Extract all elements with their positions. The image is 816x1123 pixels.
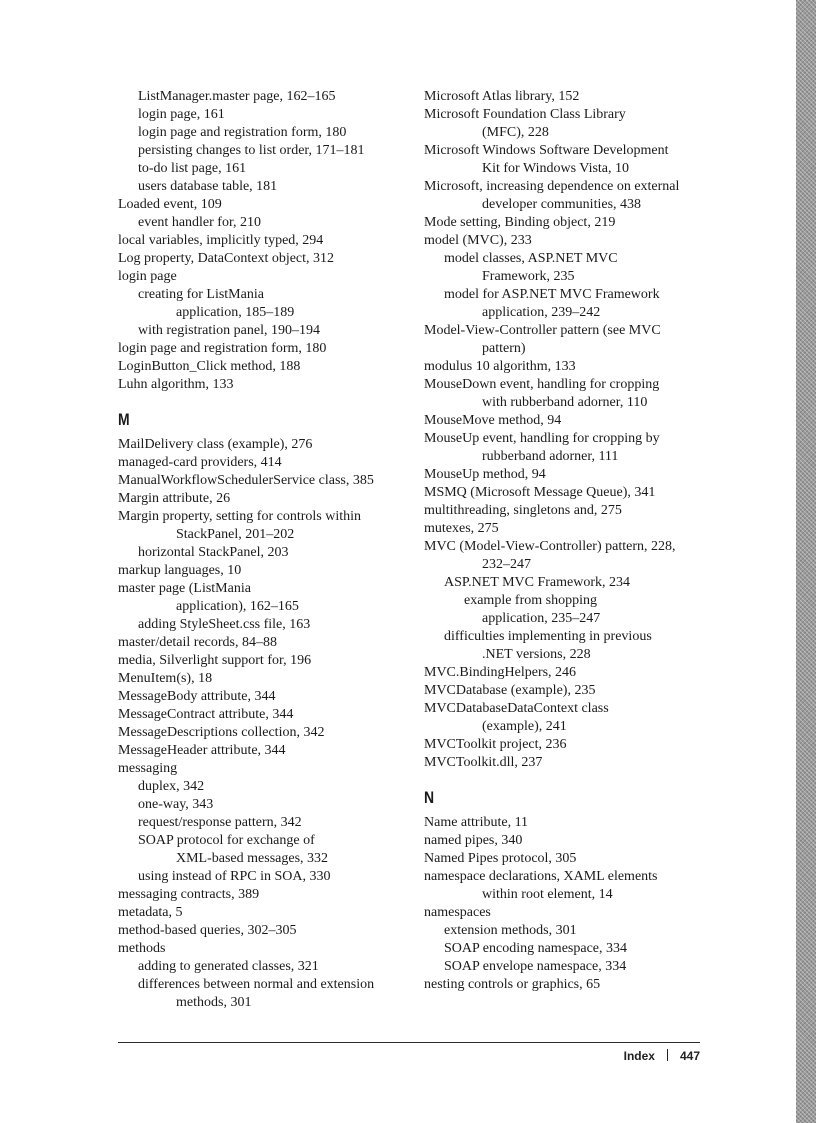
index-entry [118, 904, 418, 922]
index-entry-text: model classes, ASP.NET MVC [444, 251, 618, 266]
index-entry [424, 250, 724, 286]
index-entry-text: MouseUp event, handling for cropping by [424, 431, 660, 446]
index-entry-continuation: 232–247 [482, 557, 531, 572]
index-entry-continuation: developer communities, 438 [482, 197, 642, 212]
index-entry-text: Microsoft Foundation Class Library [424, 107, 626, 122]
index-entry [424, 574, 724, 592]
index-entry [118, 472, 418, 490]
index-entry [118, 616, 418, 634]
index-entry [118, 670, 418, 688]
index-entry-text: Name attribute, 11 [424, 815, 529, 830]
index-entry-text: Microsoft, increasing dependence on external [424, 179, 680, 194]
index-entry [118, 268, 418, 286]
index-entry-text: ListManager.master page, 162–165 [138, 89, 336, 104]
index-entry [118, 706, 418, 724]
index-entry-text: messaging [118, 761, 178, 776]
index-entry [118, 88, 418, 106]
index-entry [118, 832, 418, 868]
index-entry [118, 814, 418, 832]
index-entry [118, 958, 418, 976]
section-heading: M [118, 410, 130, 429]
index-entry [424, 682, 724, 700]
index-entry-text: method-based queries, 302–305 [118, 923, 297, 938]
index-entry-text: MVC.BindingHelpers, 246 [424, 665, 577, 680]
index-entry-text: MVCDatabase (example), 235 [424, 683, 596, 698]
index-entry [424, 940, 724, 958]
index-entry-text: namespaces [424, 905, 491, 920]
index-entry-text: MessageContract attribute, 344 [118, 707, 294, 722]
index-entry-text: MouseUp method, 94 [424, 467, 546, 482]
index-entry-text: model (MVC), 233 [424, 233, 532, 248]
index-entry [118, 286, 418, 322]
footer-separator [667, 1049, 668, 1061]
index-entry [424, 232, 724, 250]
index-entry-text: Model-View-Controller pattern (see MVC [424, 323, 661, 338]
index-column-right [424, 88, 724, 994]
index-entry-continuation: with rubberband adorner, 110 [482, 395, 648, 410]
index-entry-text: nesting controls or graphics, 65 [424, 977, 601, 992]
index-entry [118, 124, 418, 142]
index-entry-text: managed-card providers, 414 [118, 455, 282, 470]
index-entry [424, 412, 724, 430]
index-entry [424, 628, 724, 664]
index-entry-text: Luhn algorithm, 133 [118, 377, 234, 392]
index-entry-text: event handler for, 210 [138, 215, 262, 230]
index-entry [118, 886, 418, 904]
index-entry-text: multithreading, singletons and, 275 [424, 503, 622, 518]
index-entry [424, 922, 724, 940]
index-entry-continuation: (example), 241 [482, 719, 567, 734]
section-heading: N [424, 788, 435, 807]
index-entry [118, 940, 418, 958]
index-entry [424, 502, 724, 520]
index-entry-text: request/response pattern, 342 [138, 815, 302, 830]
index-entry [424, 520, 724, 538]
index-entry [118, 142, 418, 160]
index-entry [424, 178, 724, 214]
index-entry [424, 214, 724, 232]
index-entry-continuation: (MFC), 228 [482, 125, 549, 140]
index-entry [424, 754, 724, 772]
index-entry [118, 232, 418, 250]
index-entry-text: example from shopping [464, 593, 597, 608]
index-entry-text: metadata, 5 [118, 905, 183, 920]
index-entry-text: modulus 10 algorithm, 133 [424, 359, 576, 374]
index-entry-continuation: rubberband adorner, 111 [482, 449, 619, 464]
index-entry-text: extension methods, 301 [444, 923, 577, 938]
index-column-left [118, 88, 418, 1012]
index-entry [118, 250, 418, 268]
index-entry [118, 796, 418, 814]
index-entry [118, 490, 418, 508]
index-entry-text: Loaded event, 109 [118, 197, 222, 212]
index-entry [118, 868, 418, 886]
index-entry [424, 814, 724, 832]
index-entry-text: login page, 161 [138, 107, 225, 122]
index-entry-text: media, Silverlight support for, 196 [118, 653, 312, 668]
index-entry-continuation: within root element, 14 [482, 887, 613, 902]
index-entry [424, 592, 724, 628]
index-entry [118, 544, 418, 562]
index-entry [118, 922, 418, 940]
index-entry [118, 322, 418, 340]
index-entry-text: markup languages, 10 [118, 563, 242, 578]
index-entry-text: MVCDatabaseDataContext class [424, 701, 609, 716]
index-entry [424, 700, 724, 736]
footer-rule [118, 1042, 700, 1043]
index-entry-text: Log property, DataContext object, 312 [118, 251, 335, 266]
index-entry-text: named pipes, 340 [424, 833, 523, 848]
index-entry [424, 106, 724, 142]
index-entry-text: with registration panel, 190–194 [138, 323, 320, 338]
index-entry-text: SOAP envelope namespace, 334 [444, 959, 627, 974]
index-entry-continuation: application), 162–165 [176, 599, 299, 614]
index-entry [424, 358, 724, 376]
index-entry-text: users database table, 181 [138, 179, 278, 194]
index-entry-text: mutexes, 275 [424, 521, 499, 536]
index-entry-text: MouseMove method, 94 [424, 413, 562, 428]
index-entry-continuation: .NET versions, 228 [482, 647, 591, 662]
index-entry-text: login page and registration form, 180 [138, 125, 347, 140]
page-footer [560, 1048, 700, 1064]
index-entry-text: master/detail records, 84–88 [118, 635, 278, 650]
index-entry [118, 436, 418, 454]
index-entry-text: model for ASP.NET MVC Framework [444, 287, 660, 302]
index-entry [118, 358, 418, 376]
index-entry-text: MailDelivery class (example), 276 [118, 437, 313, 452]
index-entry-text: MessageHeader attribute, 344 [118, 743, 286, 758]
index-entry-text: ASP.NET MVC Framework, 234 [444, 575, 631, 590]
index-entry [118, 178, 418, 196]
index-entry [118, 976, 418, 1012]
index-entry [424, 850, 724, 868]
index-entry [118, 508, 418, 544]
index-entry [118, 106, 418, 124]
index-entry-text: difficulties implementing in previous [444, 629, 652, 644]
index-entry [424, 322, 724, 358]
index-entry-text: Microsoft Windows Software Development [424, 143, 669, 158]
index-entry [424, 466, 724, 484]
index-entry-text: duplex, 342 [138, 779, 205, 794]
index-entry [118, 160, 418, 178]
index-entry [118, 760, 418, 778]
index-entry [118, 376, 418, 394]
index-entry-text: differences between normal and extension [138, 977, 375, 992]
index-entry [424, 484, 724, 502]
index-entry-text: MouseDown event, handling for cropping [424, 377, 660, 392]
index-entry-text: methods [118, 941, 166, 956]
index-entry-continuation: StackPanel, 201–202 [176, 527, 295, 542]
index-entry [424, 904, 724, 922]
index-entry-text: creating for ListMania [138, 287, 264, 302]
index-entry-continuation: application, 239–242 [482, 305, 601, 320]
index-entry-text: master page (ListMania [118, 581, 251, 596]
index-entry [424, 286, 724, 322]
index-entry [118, 778, 418, 796]
index-entry-continuation: pattern) [482, 341, 526, 356]
index-entry [118, 634, 418, 652]
index-entry-text: MessageDescriptions collection, 342 [118, 725, 325, 740]
index-entry-continuation: Framework, 235 [482, 269, 575, 284]
index-entry [118, 214, 418, 232]
index-entry-text: SOAP encoding namespace, 334 [444, 941, 627, 956]
index-entry [424, 538, 724, 574]
index-entry [424, 868, 724, 904]
index-entry [424, 88, 724, 106]
index-entry-text: adding StyleSheet.css file, 163 [138, 617, 311, 632]
index-entry-text: namespace declarations, XAML elements [424, 869, 658, 884]
index-entry-text: messaging contracts, 389 [118, 887, 260, 902]
index-entry-text: local variables, implicitly typed, 294 [118, 233, 324, 248]
index-entry-text: ManualWorkflowSchedulerService class, 385 [118, 473, 374, 488]
index-entry-text: MVCToolkit.dll, 237 [424, 755, 543, 770]
index-entry-text: Mode setting, Binding object, 219 [424, 215, 616, 230]
index-entry-text: using instead of RPC in SOA, 330 [138, 869, 331, 884]
index-entry-text: Margin attribute, 26 [118, 491, 231, 506]
index-entry [118, 340, 418, 358]
index-entry-text: MessageBody attribute, 344 [118, 689, 276, 704]
index-entry-text: MVCToolkit project, 236 [424, 737, 567, 752]
index-entry [424, 736, 724, 754]
index-entry [424, 376, 724, 412]
index-entry [118, 742, 418, 760]
index-entry [424, 430, 724, 466]
index-entry-text: MVC (Model-View-Controller) pattern, 228, [424, 539, 676, 554]
index-entry [118, 580, 418, 616]
index-entry-text: Microsoft Atlas library, 152 [424, 89, 580, 104]
index-entry [118, 196, 418, 214]
index-entry-text: LoginButton_Click method, 188 [118, 359, 301, 374]
index-entry-text: persisting changes to list order, 171–181 [138, 143, 365, 158]
index-entry-text: one-way, 343 [138, 797, 214, 812]
index-entry [424, 958, 724, 976]
index-entry [424, 142, 724, 178]
index-entry [118, 562, 418, 580]
index-entry-text: MSMQ (Microsoft Message Queue), 341 [424, 485, 656, 500]
index-entry [118, 652, 418, 670]
page-number: 447 [679, 1049, 700, 1063]
index-entry-continuation: XML-based messages, 332 [176, 851, 329, 866]
index-entry [424, 976, 724, 994]
index-entry-continuation: application, 185–189 [176, 305, 295, 320]
index-entry [118, 454, 418, 472]
footer-section-label: Index [623, 1049, 655, 1063]
page-edge-strip [796, 0, 816, 1123]
index-entry-text: SOAP protocol for exchange of [138, 833, 315, 848]
index-entry-text: horizontal StackPanel, 203 [138, 545, 289, 560]
index-entry-text: to-do list page, 161 [138, 161, 247, 176]
index-entry-text: login page [118, 269, 177, 284]
index-entry-text: Named Pipes protocol, 305 [424, 851, 577, 866]
index-entry [424, 664, 724, 682]
index-entry [424, 832, 724, 850]
index-entry-continuation: application, 235–247 [482, 611, 601, 626]
index-entry-text: login page and registration form, 180 [118, 341, 327, 356]
index-entry [118, 724, 418, 742]
index-entry-text: Margin property, setting for controls within [118, 509, 362, 524]
index-entry [118, 688, 418, 706]
index-entry-text: MenuItem(s), 18 [118, 671, 213, 686]
index-entry-continuation: methods, 301 [176, 995, 252, 1010]
index-entry-continuation: Kit for Windows Vista, 10 [482, 161, 630, 176]
index-entry-text: adding to generated classes, 321 [138, 959, 319, 974]
